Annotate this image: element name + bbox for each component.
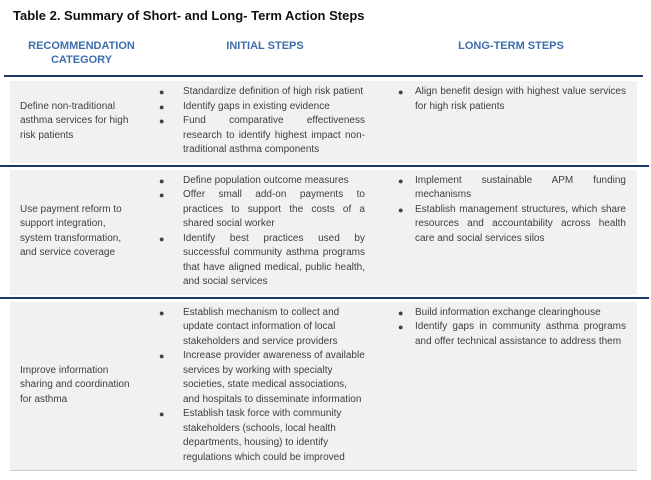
row-divider <box>4 163 643 170</box>
list-item-text: Fund comparative effectiveness research to identify highest impact non-traditional asthma components <box>183 115 365 155</box>
list-item <box>385 203 637 247</box>
list-item <box>145 232 385 290</box>
list-item-text: Offer small add-on payments to practices to support the costs of a shared social worker <box>183 189 365 229</box>
category-text: Define non-traditional asthma services for high risk patients <box>20 100 129 141</box>
header-divider <box>4 75 643 77</box>
table-row-define-services <box>10 81 637 163</box>
list-item <box>145 100 385 115</box>
list-item-text: Implement sustainable APM funding mechanisms <box>415 174 626 200</box>
list-item-text: Identify gaps in existing evidence <box>183 100 330 112</box>
initial-steps-list <box>145 174 385 290</box>
bullet-icon: ● <box>159 101 165 112</box>
bullet-icon: ● <box>398 175 404 186</box>
bullet-icon: ● <box>159 175 165 186</box>
bullet-icon: ● <box>159 307 165 318</box>
column-header-long-term-steps: LONG-TERM STEPS <box>458 40 564 52</box>
bullet-icon: ● <box>159 409 165 419</box>
category-cell <box>10 306 145 466</box>
bullet-icon: ● <box>159 233 165 244</box>
category-text: Improve information sharing and coordination for asthma <box>20 364 130 405</box>
list-item-text: Build information exchange clearinghouse <box>415 306 601 318</box>
initial-steps-list <box>145 85 385 158</box>
bullet-icon: ● <box>159 190 165 200</box>
list-item <box>145 174 385 189</box>
bullet-icon: ● <box>398 307 404 318</box>
table-header-row <box>10 36 637 75</box>
bullet-icon: ● <box>159 116 165 126</box>
category-cell <box>10 85 145 158</box>
list-item-text: Establish task force with community stakeholders (schools, local health departments, housing) to identify regulations which could be improved <box>183 408 345 463</box>
list-item-text: Establish mechanism to collect and update contact information of local stakeholders and service providers <box>183 306 340 347</box>
table-row-information-sharing <box>10 302 637 472</box>
list-item <box>145 306 385 350</box>
list-item <box>385 174 637 203</box>
list-item <box>145 188 385 232</box>
list-item-text: Identify best practices used by successful community asthma programs that have aligned medical, public health, and social services <box>183 232 365 287</box>
bullet-icon: ● <box>398 204 404 215</box>
list-item-text: Standardize definition of high risk patient <box>183 86 364 97</box>
list-item <box>385 85 637 114</box>
bullet-icon: ● <box>398 87 404 97</box>
list-item-text: Define population outcome measures <box>183 174 349 186</box>
table-title: Table 2. Summary of Short- and Long- Term Action Steps <box>13 8 365 23</box>
list-item-text: Align benefit design with highest value services for high risk patients <box>415 86 626 112</box>
bullet-icon: ● <box>398 322 404 332</box>
category-cell <box>10 174 145 290</box>
long-term-steps-list <box>385 174 637 290</box>
list-item <box>145 85 385 100</box>
list-item <box>385 320 637 349</box>
column-header-initial-steps: INITIAL STEPS <box>226 40 304 52</box>
action-steps-table <box>4 36 643 471</box>
list-item-text: Identify gaps in community asthma programs and offer technical assistance to address them <box>415 321 626 347</box>
bullet-icon: ● <box>159 87 165 97</box>
table-row-payment-reform <box>10 170 637 295</box>
row-divider <box>4 295 643 302</box>
long-term-steps-list <box>385 85 637 158</box>
list-item-text: Establish management structures, which share resources and accountability across health care and social services silos <box>415 203 626 244</box>
list-item-text: Increase provider awareness of available services by working with specialty societies, state medical associations, and hospitals to disseminate information <box>183 350 365 405</box>
list-item <box>145 349 385 407</box>
category-text: Use payment reform to support integration, system transformation, and service coverage <box>20 203 122 258</box>
long-term-steps-list <box>385 306 637 466</box>
column-header-recommendation-category: RECOMMENDATION CATEGORY <box>28 40 135 66</box>
list-item <box>145 407 385 465</box>
initial-steps-list <box>145 306 385 466</box>
list-item <box>145 114 385 158</box>
bullet-icon: ● <box>159 351 165 361</box>
list-item <box>385 306 637 321</box>
